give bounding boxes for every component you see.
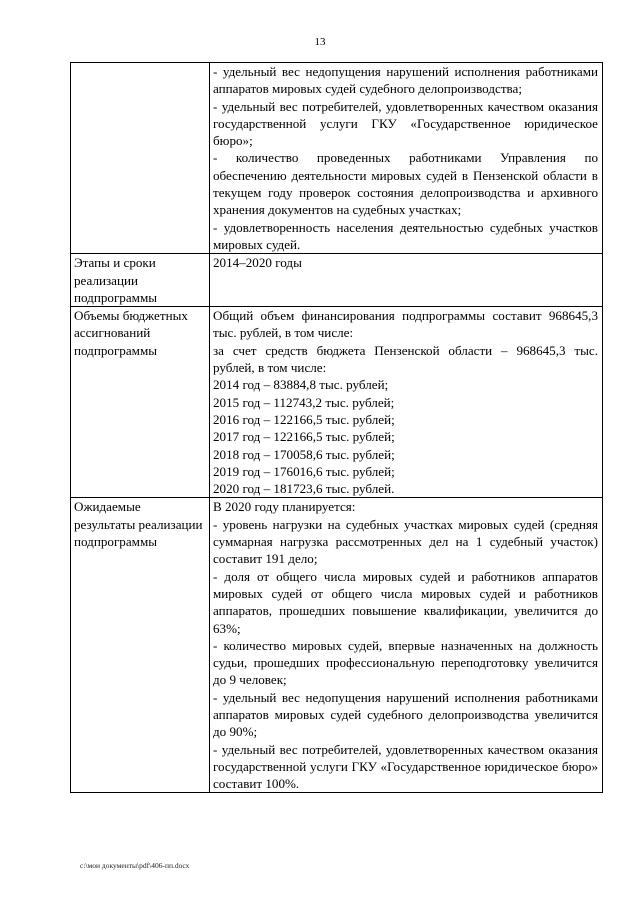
funding-year: 2017 год – 122166,5 тыс. рублей; <box>213 429 395 445</box>
file-path-footer: c:\мои документы\pdf\406-пп.docx <box>80 861 190 870</box>
results-intro: В 2020 году планируется: <box>213 499 356 515</box>
result-item: - удельный вес потребителей, удовлетворенных качеством оказания государственной услуги ГКУ «Государственное юридическое бюро» составит 100%. <box>213 741 598 792</box>
indicator-item: - удельный вес недопущения нарушений исполнения работниками аппаратов мировых судей судебного делопроизводства; <box>213 64 598 97</box>
table-row <box>71 498 603 793</box>
subprogram-passport-table <box>70 62 603 793</box>
table-row <box>71 307 603 498</box>
funding-year: 2019 год – 176016,6 тыс. рублей; <box>213 463 395 479</box>
row-value-cell <box>210 63 603 254</box>
row-value-cell <box>210 307 603 498</box>
table-row <box>71 254 603 307</box>
result-item: - уровень нагрузки на судебных участках мировых судей (средняя суммарная нагрузка рассмотренных дел на 1 судебный участок) составит 191 дело; <box>213 516 598 567</box>
indicator-item: - удовлетворенность населения деятельностью судебных участков мировых судей. <box>213 219 598 252</box>
indicator-item: - удельный вес потребителей, удовлетворенных качеством оказания государственной услуги ГКУ «Государственное юридическое бюро»; <box>213 98 598 149</box>
period-text: 2014–2020 годы <box>213 255 302 271</box>
funding-source: за счет средств бюджета Пензенской области – 968645,3 тыс. рублей, в том числе: <box>213 342 598 376</box>
row-value-cell <box>210 254 603 307</box>
row-label-cell: Объемы бюджетных ассигнований подпрограммы <box>71 307 210 498</box>
row-label-cell: Этапы и сроки реализации подпрограммы <box>71 254 210 307</box>
table-row <box>71 63 603 254</box>
row-value-cell <box>210 498 603 793</box>
row-label-cell: Ожидаемые результаты реализации подпрограммы <box>71 498 210 793</box>
funding-year: 2014 год – 83884,8 тыс. рублей; <box>213 377 389 393</box>
funding-year: 2018 год – 170058,6 тыс. рублей; <box>213 446 395 462</box>
funding-year: 2020 год – 181723,6 тыс. рублей. <box>213 481 395 497</box>
funding-year: 2016 год – 122166,5 тыс. рублей; <box>213 411 395 427</box>
page-number: 13 <box>314 36 326 48</box>
indicator-item: - количество проведенных работниками Управления по обеспечению деятельности мировых судей в Пензенской области в текущем году проверок состояния делопроизводства и архивного хранения документов на судебных участках; <box>213 150 598 218</box>
row-label-cell <box>71 63 210 254</box>
result-item: - доля от общего числа мировых судей и работников аппаратов мировых судей от общего числа мировых судей и работников аппаратов, прошедших повышение квалификации, увеличится до 63%; <box>213 568 598 636</box>
funding-year: 2015 год – 112743,2 тыс. рублей; <box>213 394 395 410</box>
result-item: - удельный вес недопущения нарушений исполнения работниками аппаратов мировых судей судебного делопроизводства увеличится до 90%; <box>213 689 598 740</box>
funding-total: Общий объем финансирования подпрограммы составит 968645,3 тыс. рублей, в том числе: <box>213 308 598 341</box>
result-item: - количество мировых судей, впервые назначенных на должность судьи, прошедших профессиональную переподготовку увеличится до 9 человек; <box>213 637 598 688</box>
